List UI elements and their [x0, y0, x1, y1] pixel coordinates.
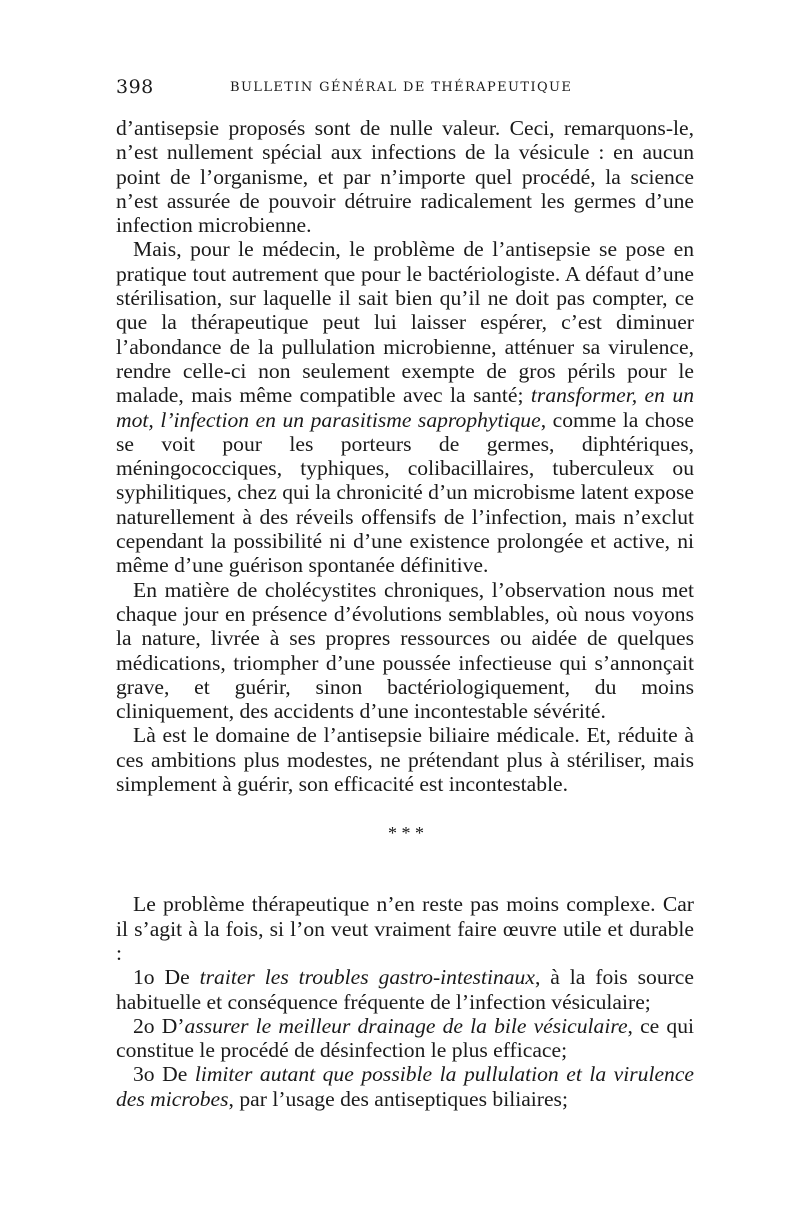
paragraph-1: d’antisepsie proposés sont de nulle valeur. Ceci, remarquons-le, n’est nullement spécial aux infections de la vésicule : en aucun point de l’organisme, et par n’importe quel procédé, la science n’est assurée de pouvoir détruire radicalement les germes d’une infection microbienne. [116, 116, 694, 238]
paragraph-2 [116, 237, 694, 577]
list-item-2-number: 2o D’ [133, 1013, 185, 1038]
list-item-2-text: , ce qui constitue le procédé de désinfection le plus efficace; [116, 1013, 694, 1063]
list-item-2-italic: assurer le meilleur drainage de la bile vésiculaire [184, 1013, 628, 1038]
body-text [116, 116, 694, 1111]
paragraph-3: En matière de cholécystites chroniques, l’observation nous met chaque jour en présence d’évolutions semblables, où nous voyons la nature, livrée à ses propres ressources ou aidée de quelques médications, triompher d’une poussée infectieuse qui s’annonçait grave, et guérir, sinon bactériologiquement, du moins cliniquement, des accidents d’une incontestable sévérité. [116, 577, 694, 724]
section-break [116, 796, 694, 892]
list-item-1-text: , à la fois source habituelle et conséquence fréquente de l’infection vésiculaire; [116, 965, 694, 1014]
list-item-2 [116, 1014, 694, 1063]
paragraph-2-italic: transformer, en un mot, l’infection en un parasitisme saprophytique [116, 383, 694, 432]
list-item-1 [116, 965, 694, 1014]
list-item-3-italic: limiter autant que possible la pullulation et la virulence des microbes [116, 1062, 695, 1111]
list-item-1-italic: traiter les troubles gastro-intestinaux [199, 965, 535, 990]
paragraph-4: Là est le domaine de l’antisepsie biliaire médicale. Et, réduite à ces ambitions plus modestes, ne prétendant plus à stériliser, mais simplement à guérir, son efficacité est incontestable. [116, 723, 694, 797]
journal-title: BULLETIN GÉNÉRAL DE THÉRAPEUTIQUE [230, 80, 573, 95]
paragraph-5: Le problème thérapeutique n’en reste pas moins complexe. Car il s’agit à la fois, si l’on veut vraiment faire œuvre utile et durable : [116, 892, 694, 965]
asterism: * * * [388, 823, 424, 844]
paragraph-2-text-a: Mais, pour le médecin, le problème de l’antisepsie se pose en pratique tout autrement que pour le bactériologiste. A défaut d’une stérilisation, sur laquelle il sait bien qu’il ne doit pas compter, ce que la thérapeutique peut lui laisser espérer, c’est diminuer l’abondance de la pullulation microbienne, atténuer sa virulence, rendre celle-ci non seulement exempte de gros périls pour le malade, mais même compatible avec la santé; [116, 237, 694, 408]
list-item-3-number: 3o De [133, 1062, 195, 1087]
page-number: 398 [116, 76, 154, 98]
running-head [116, 76, 696, 100]
list-item-1-number: 1o De [133, 965, 200, 990]
list-item-3 [116, 1062, 694, 1111]
paragraph-2-text-b: , comme la chose se voit pour les porteurs de germes, diphtériques, méningococciques, typhiques, colibacillaires, tuberculeux ou syphilitiques, chez qui la chronicité d’un microbisme latent expose naturellement à des réveils offensifs de l’infection, mais n’exclut cependant la possibilité ni d’une existence prolongée et active, ni même d’une guérison spontanée définitive. [116, 407, 694, 578]
list-item-3-text: , par l’usage des antiseptiques biliaires; [228, 1086, 568, 1111]
